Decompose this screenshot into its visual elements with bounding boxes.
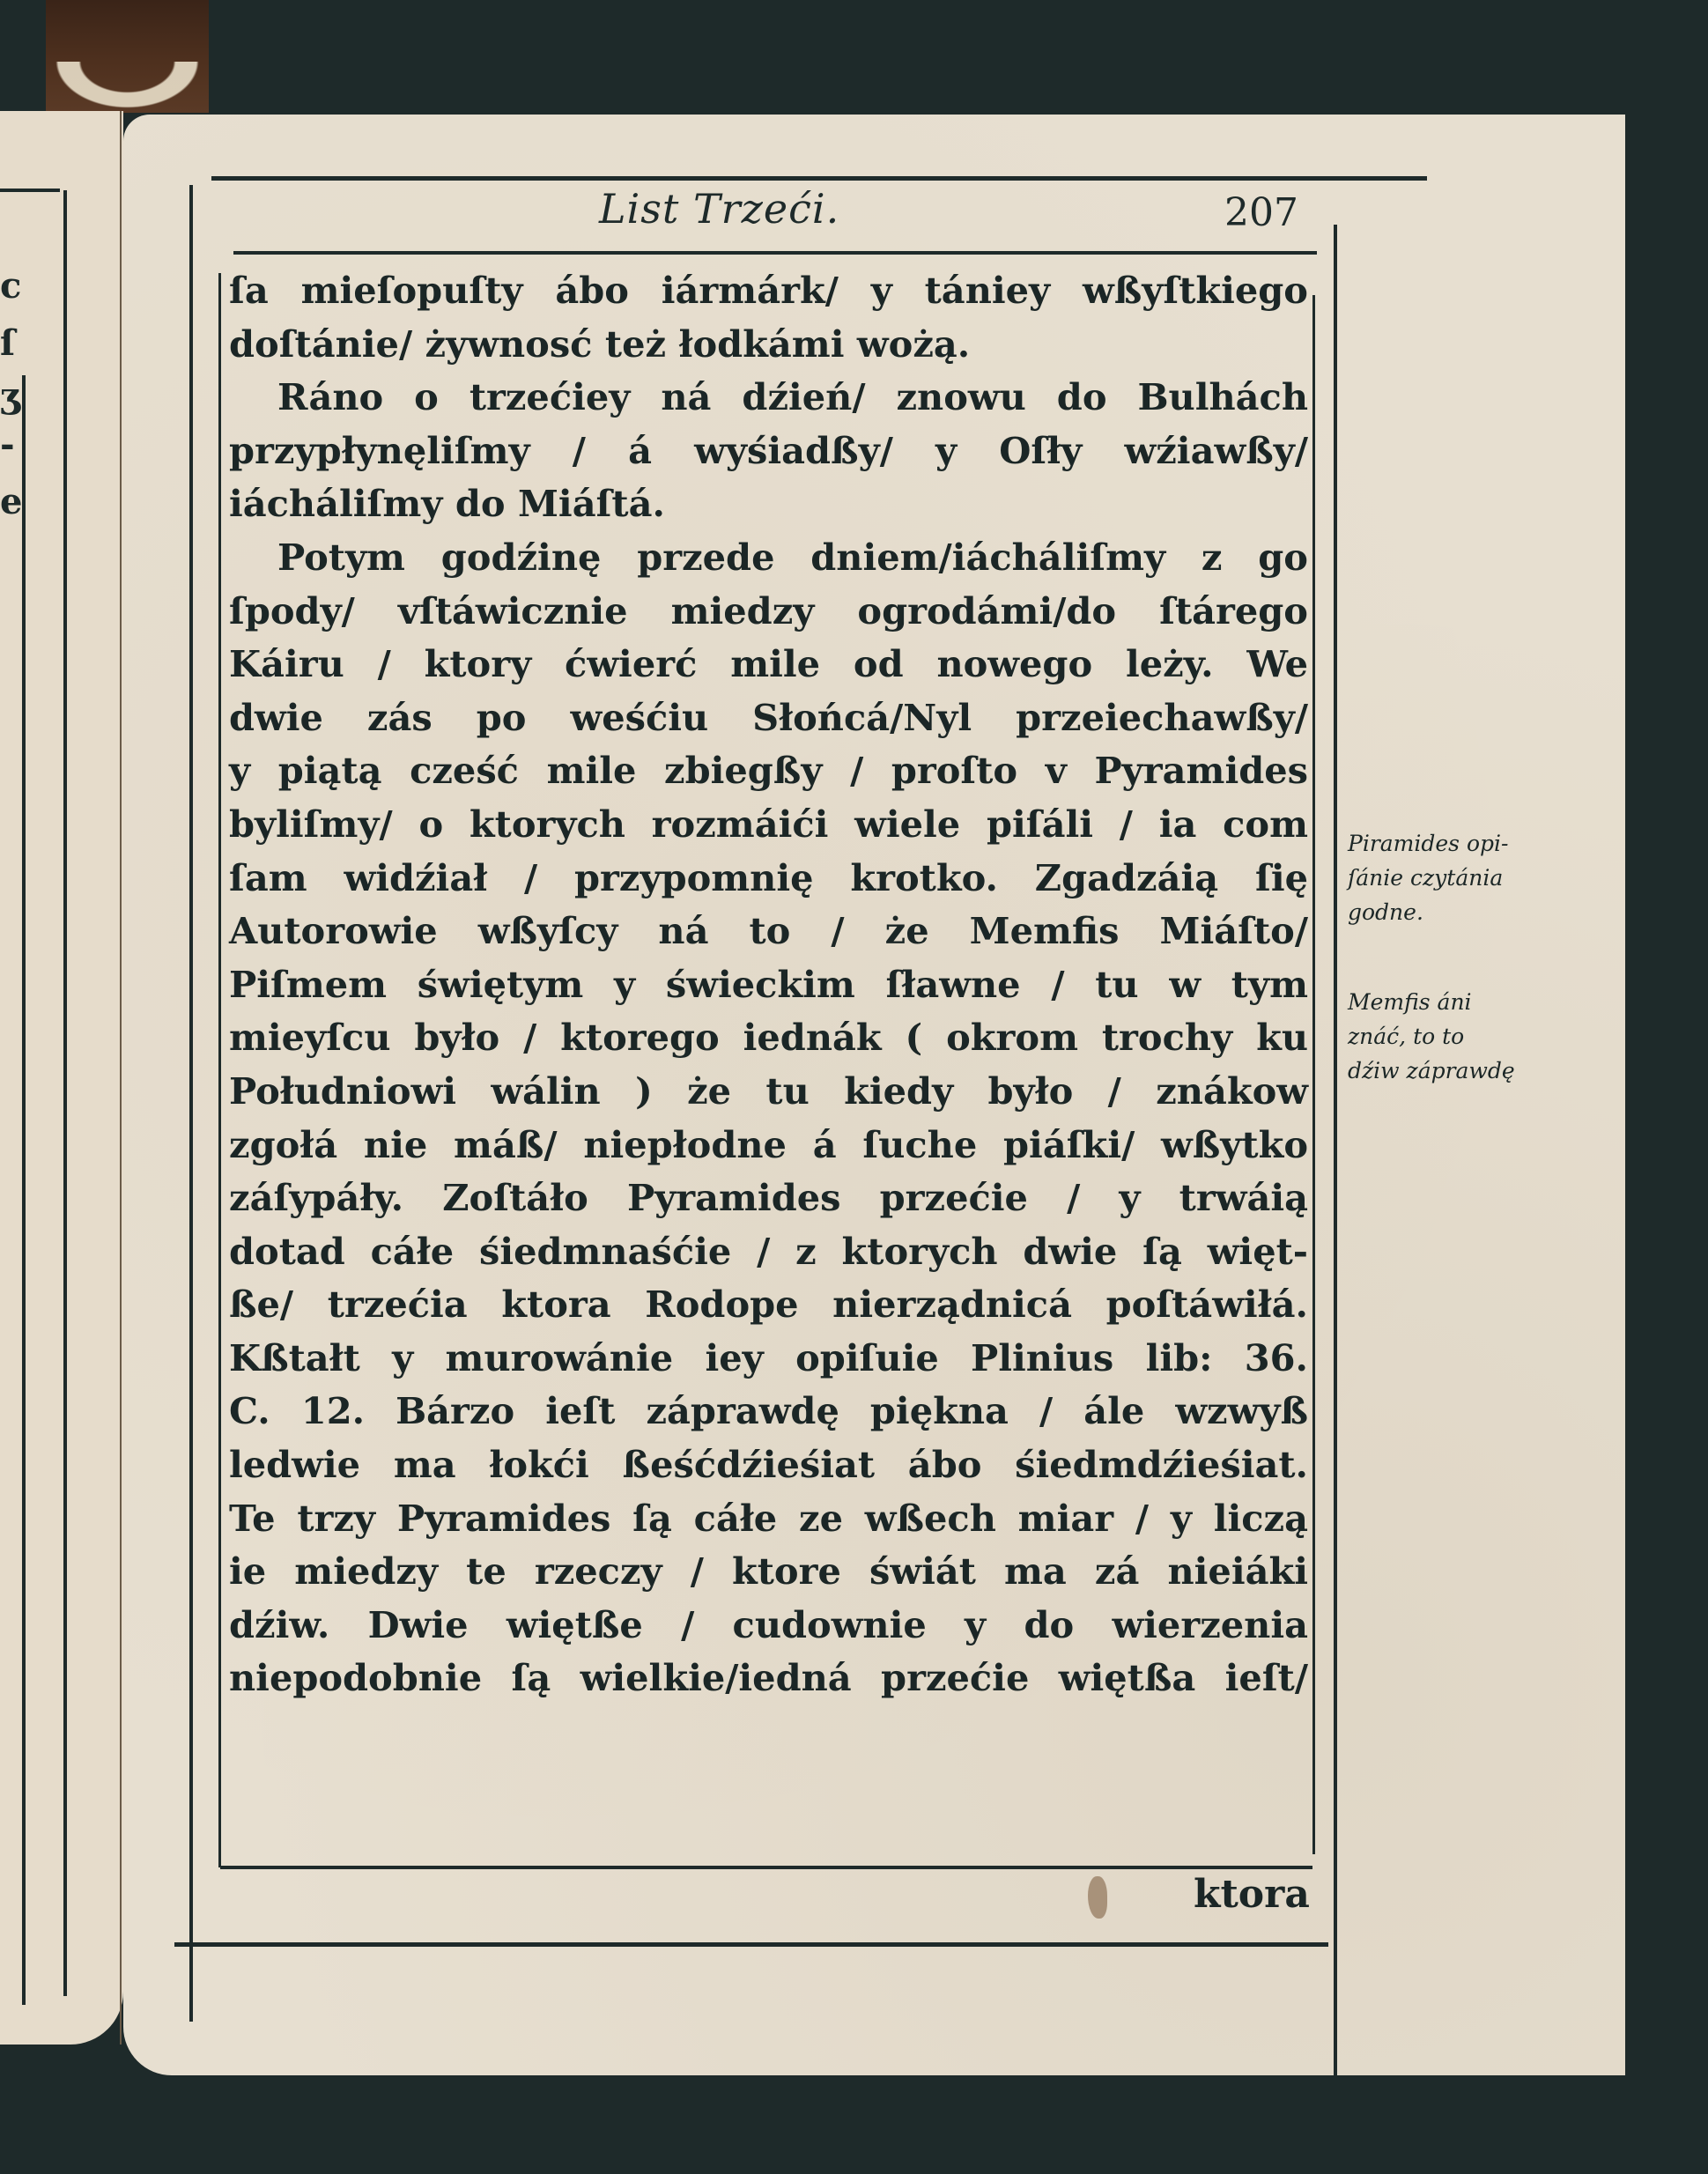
margin-note-line: Memfis áni <box>1348 989 1472 1015</box>
running-head: List Trzeći. <box>599 185 840 233</box>
text-line: Te trzy Pyramides ſą cáłe ze wßech miar / y liczą <box>229 1496 1308 1540</box>
text-line: niepodobnie ſą wielkie/iedná przećie więtßa ieſt/ <box>229 1656 1308 1700</box>
text-line: C. 12. Bárzo ieſt záprawdę piękna / ále wzwyß <box>229 1389 1308 1433</box>
text-line: Potym godźinę przede dniem/iácháliſmy z go <box>277 535 1308 579</box>
previous-page-edge <box>0 111 123 2045</box>
text-line: dźiw. Dwie więtße / cudownie y do wierzenia <box>229 1602 1308 1646</box>
page-bottom-rule <box>174 1942 1328 1947</box>
margin-note-pyramids <box>1348 826 1586 929</box>
text-box-right-line <box>1312 295 1315 1854</box>
margin-note-line: dźiw záprawdę <box>1348 1058 1515 1083</box>
left-page-glyph: c <box>0 265 22 307</box>
text-line: dotad cáłe śiedmnaśćie / z ktorych dwie ſą więt- <box>229 1229 1308 1273</box>
text-line: Kßtałt y murowánie iey opiſuie Plinius lib: 36. <box>229 1335 1308 1379</box>
text-line: ße/ trzećia ktora Rodope nierządnicá poſtáwiłá. <box>229 1283 1308 1327</box>
text-line: mieyſcu było / ktorego iednák ( okrom trochy ku <box>229 1016 1308 1060</box>
text-line: przypłynęliſmy / á wyśiadßy/ y Oſły wźiawßy/ <box>229 428 1308 472</box>
text-line: dwie zás po weśćiu Słońcá/Nyl przeiechawßy/ <box>229 695 1308 739</box>
margin-note-line: godne. <box>1348 899 1423 925</box>
margin-note-memphis <box>1348 985 1586 1088</box>
margin-note-line: Piramides opi- <box>1348 831 1509 856</box>
text-line: ſam widźiał / przypomnię krotko. Zgadzáią ſię <box>229 855 1308 899</box>
text-line: Káiru / ktory ćwierć mile od nowego leży. We <box>229 642 1308 686</box>
text-line: Piſmem świętym y świeckim ſławne / tu w tym <box>229 962 1308 1006</box>
text-line: byliſmy/ o ktorych rozmáići wiele piſáli / ia com <box>229 802 1308 846</box>
text-line: iácháliſmy do Miáſtá. <box>229 482 665 526</box>
left-page-glyph: ʒ <box>0 375 20 417</box>
gutter-line <box>120 111 122 2045</box>
text-line: ledwie ma łokći ßeśćdźieśiat ábo śiedmdźieśiat. <box>229 1443 1308 1487</box>
text-line: Autorowie wßyſcy ná to / że Memfis Miáſto/ <box>229 909 1308 953</box>
body-text <box>229 264 1308 1705</box>
margin-note-line: znáć, to to <box>1348 1024 1465 1049</box>
left-page-frame-line <box>63 190 67 1996</box>
margin-note-line: ſánie czytánia <box>1348 865 1504 891</box>
page-number: 207 <box>1224 190 1298 235</box>
text-line: doſtánie/ żywnosć też łodkámi wożą. <box>229 322 971 366</box>
text-line: ſpody/ vſtáwicznie miedzy ogrodámi/do ſtárego <box>229 588 1308 632</box>
frame-right-line <box>1334 225 1337 2158</box>
page-curl <box>46 62 209 115</box>
text-line: ſa mieſopuſty ábo iármárk/ y tániey wßyſtkiego <box>229 269 1308 312</box>
ink-stain <box>1088 1876 1107 1919</box>
header-rule <box>233 251 1317 255</box>
book-page <box>123 115 1625 2075</box>
text-line: záſypáły. Zoſtáło Pyramides przećie / y trwáią <box>229 1176 1308 1220</box>
text-line: Ráno o trzećiey ná dźień/ znowu do Bulhách <box>277 375 1308 419</box>
frame-left-line <box>189 185 193 2022</box>
left-page-inner-line <box>22 375 26 2005</box>
top-rule <box>211 176 1427 181</box>
left-page-glyph: - <box>0 424 15 465</box>
text-line: y piątą cześć mile zbiegßy / proſto v Pyramides <box>229 749 1308 793</box>
text-bottom-rule <box>220 1866 1312 1869</box>
left-page-rule <box>0 189 60 192</box>
left-page-glyph: ſ <box>0 322 16 364</box>
text-box-left-line <box>218 273 221 1867</box>
text-line: Południowi wálin ) że tu kiedy było / znákow <box>229 1069 1308 1113</box>
left-page-glyph: e <box>0 481 23 522</box>
catchword: ktora <box>1194 1872 1310 1917</box>
text-line: zgołá nie máß/ niepłodne á ſuche piáſki/ wßytko <box>229 1122 1308 1166</box>
text-line: ie miedzy te rzeczy / ktore świát ma zá nieiáki <box>229 1549 1308 1594</box>
